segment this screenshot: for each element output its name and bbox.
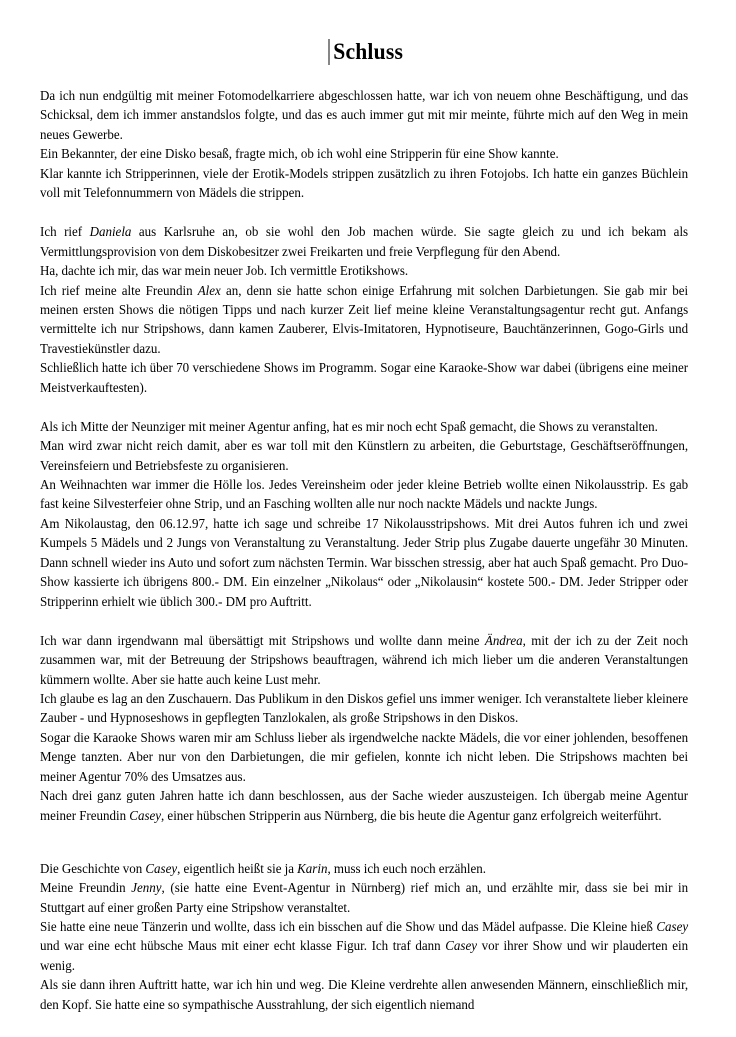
text-run: Die Geschichte von: [40, 860, 146, 876]
title-container: [0, 24, 736, 80]
paragraph-p5: [40, 261, 688, 280]
paragraph-p3: [40, 164, 688, 203]
text-run: Schließlich hatte ich über 70 verschiedene Shows im Programm. Sogar eine Karaoke-Show war dabei (übrigens eine meiner Meistverkauftesten).: [40, 360, 689, 395]
paragraph-p7: [40, 358, 688, 397]
text-run: Ich rief meine alte Freundin: [40, 282, 198, 298]
paragraph-p19: [40, 975, 688, 1014]
italic-name: Daniela: [89, 224, 132, 240]
paragraph-p8: [40, 417, 688, 436]
text-run: Man wird zwar nicht reich damit, aber es war toll mit den Künstlern zu arbeiten, die Geburtstage, Geschäftseröffnungen, Vereinsfeiern und Betriebsfeste zu organisieren.: [40, 438, 689, 473]
text-run: und war eine echt hübsche Maus mit einer echt klasse Figur. Ich traf dann: [40, 938, 446, 954]
text-run: , einer hübschen Stripperin aus Nürnberg, die bis heute die Agentur ganz erfolgreich weiterführt.: [161, 807, 662, 823]
paragraph-p2: [40, 144, 688, 163]
document-body: [40, 86, 698, 1014]
text-run: Ich rief: [40, 224, 90, 240]
italic-name: Casey: [445, 938, 478, 954]
text-run: aus Karlsruhe an, ob sie wohl den Job machen würde. Sie sagte gleich zu und ich bekam als Vermittlungsprovision von dem Diskobesitzer zwei Freikarten und freie Verpflegung für den Abend.: [40, 224, 689, 259]
paragraph-spacer: [40, 825, 698, 844]
italic-name: Casey: [145, 860, 178, 876]
italic-name: Alex: [197, 282, 221, 298]
text-run: Am Nikolaustag, den 06.12.97, hatte ich sage und schreibe 17 Nikolausstripshows. Mit drei Autos fuhren ich und zwei Kumpels 5 Mädels und 2 Jungs von Veranstaltung zu Veranstaltung. Jeder Strip plus Zugabe dauerte ungefähr 30 Minuten. Dann schnell wieder ins Auto und sofort zum nächsten Termin. War bisschen stressig, aber hat auch Spaß gemacht. Pro Duo-Show kassierte ich übrigens 800.- DM. Ein einzelner „Nikolaus“ oder „Nikolausin“ kostete 500.- DM. Jeder Stripper oder Stripperinn erhielt wie üblich 300.- DM pro Auftritt.: [40, 515, 689, 609]
paragraph-p16: [40, 859, 688, 878]
paragraph-p6: [40, 281, 688, 359]
paragraph-p13: [40, 689, 688, 728]
italic-name: Karin: [297, 860, 328, 876]
text-run: an, denn sie hatte schon einige Erfahrung mit solchen Darbietungen. Sie gab mir bei meinen ersten Shows die nötigen Tipps und nach kurzer Zeit lief meine kleine Veranstaltungsagentur recht gut. Anfangs vermittelte ich nur Stripshows, dann kamen Zauberer, Elvis-Imitatoren, Hypnotiseure, Bauchtänzerinnen, Gogo-Girls und Travestiekünstler dazu.: [40, 282, 689, 356]
text-run: , muss ich euch noch erzählen.: [327, 860, 487, 876]
text-caret: [328, 39, 329, 65]
paragraph-spacer: [40, 203, 698, 222]
text-run: An Weihnachten war immer die Hölle los. Jedes Vereinsheim oder jeder kleine Betrieb wollte einen Nikolausstrip. Es gab fast keine Silvesterfeier ohne Strip, und an Fasching wollten alle nur noch nackte Mädels und nackte Jungs.: [40, 477, 689, 512]
text-run: , mit der ich zu der Zeit noch zusammen war, mit der Betreuung der Stripshows beauftragen, während ich mich lieber um die anderen Veranstaltungen kümmern wollte. Aber sie hatte auch keine Lust mehr.: [40, 632, 689, 687]
paragraph-p17: [40, 878, 688, 917]
paragraph-p14: [40, 728, 688, 786]
text-run: Als ich Mitte der Neunziger mit meiner Agentur anfing, hat es mir noch echt Spaß gemacht, die Shows zu veranstalten.: [40, 418, 658, 434]
paragraph-p18: [40, 917, 688, 975]
text-run: Ha, dachte ich mir, das war mein neuer Job. Ich vermittle Erotikshows.: [40, 263, 409, 279]
paragraph-p9: [40, 436, 688, 475]
text-run: Ich glaube es lag an den Zuschauern. Das Publikum in den Diskos gefiel uns immer weniger. Ich veranstaltete lieber kleinere Zauber - und Hypnoseshows in gepflegten Tanzlokalen, als große Stripshows in den Diskos.: [40, 691, 689, 726]
paragraph-p11: [40, 514, 688, 611]
paragraph-p10: [40, 475, 688, 514]
text-run: , eigentlich heißt sie ja: [177, 860, 298, 876]
text-run: Klar kannte ich Stripperinnen, viele der Erotik-Models strippen zusätzlich zu ihren Fotojobs. Ich hatte ein ganzes Büchlein voll mit Telefonnummern von Mädels die strippen.: [40, 165, 689, 201]
text-run: Nach drei ganz guten Jahren hatte ich dann beschlossen, aus der Sache wieder auszusteigen. Ich übergab meine Agentur meiner Freundin: [40, 788, 689, 823]
paragraph-p15: [40, 786, 688, 825]
text-run: vor ihrer Show und wir plauderten ein wenig.: [40, 938, 689, 973]
page-title: [333, 39, 403, 64]
text-run: , (sie hatte eine Event-Agentur in Nürnberg) rief mich an, und erzählte mir, dass sie bei mir in Stuttgart auf einer großen Party eine Stripshow veranstaltet.: [40, 880, 689, 915]
paragraph-p12: [40, 631, 688, 689]
page-title-text: Schluss: [333, 39, 403, 65]
paragraph-spacer: [40, 845, 698, 859]
text-run: Sogar die Karaoke Shows waren mir am Schluss lieber als irgendwelche nackte Mädels, die vor einer johlenden, besoffenen Menge tanzten. Aber nur von den Darbietungen, die mir gefielen, konnte ich nicht leben. Die Stripshows machten bei meiner Agentur 70% des Umsatzes aus.: [40, 729, 689, 784]
italic-name: Casey: [656, 918, 689, 934]
italic-name: Casey: [129, 807, 162, 823]
text-run: Meine Freundin: [40, 880, 132, 896]
paragraph-p4: [40, 222, 688, 261]
paragraph-spacer: [40, 397, 698, 416]
paragraph-spacer: [40, 611, 698, 630]
text-run: Da ich nun endgültig mit meiner Fotomodelkarriere abgeschlossen hatte, war ich von neuem ohne Beschäftigung, und das Schicksal, dem ich immer anstandslos folgte, und das es auch immer gut mit mir meinte, führte mich auf den Weg in mein neues Gewerbe.: [40, 88, 689, 142]
text-run: Ich war dann irgendwann mal übersättigt mit Stripshows und wollte dann meine: [40, 632, 485, 648]
text-run: Ein Bekannter, der eine Disko besaß, fragte mich, ob ich wohl eine Stripperin für eine Show kannte.: [40, 146, 559, 162]
italic-name: Jenny: [131, 880, 162, 896]
text-run: Als sie dann ihren Auftritt hatte, war ich hin und weg. Die Kleine verdrehte allen anwesenden Männern, einschließlich mir, den Kopf. Sie hatte eine so sympathische Ausstrahlung, der sich eigentlich niemand: [40, 977, 689, 1012]
italic-name: Ändrea: [484, 632, 523, 648]
text-run: Sie hatte eine neue Tänzerin und wollte, dass ich ein bisschen auf die Show und das Mädel aufpasse. Die Kleine hieß: [40, 918, 657, 934]
paragraph-p1: [40, 86, 688, 144]
